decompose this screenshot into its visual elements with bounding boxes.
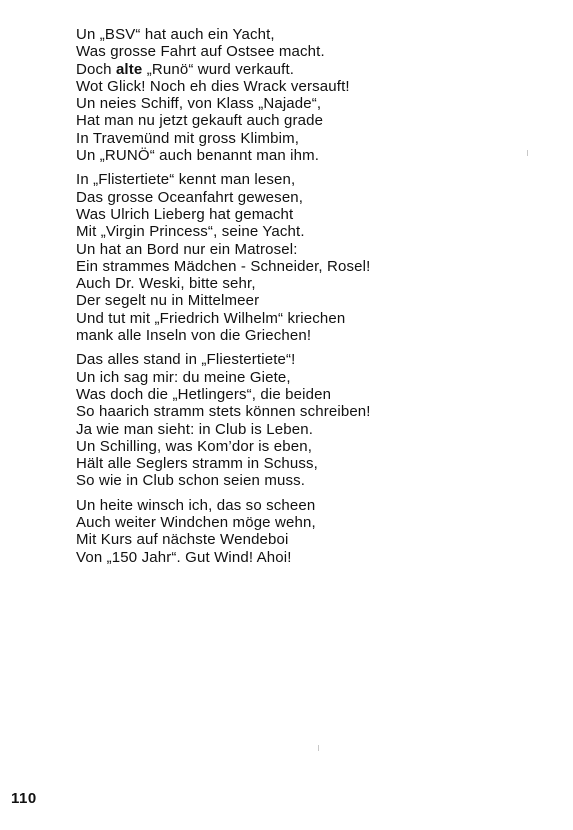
poem-line: Das alles stand in „Fliestertiete“! (76, 351, 296, 369)
page-number: 110 (11, 790, 37, 807)
stanza (76, 26, 546, 164)
stanza (76, 351, 546, 489)
poem-line: Un Schilling, was Kom’dor is eben, (76, 437, 313, 455)
poem-line: Was grosse Fahrt auf Ostsee macht. (76, 43, 325, 61)
stanza (76, 171, 546, 344)
poem-line: Un „RUNÖ“ auch benannt man ihm. (76, 147, 320, 165)
poem-line: mank alle Inseln von die Griechen! (76, 327, 312, 345)
poem-line: Mit Kurs auf nächste Wendeboi (76, 531, 289, 549)
line-segment: Doch (76, 60, 116, 78)
poem-line: Ja wie man sieht: in Club is Leben. (76, 420, 314, 438)
bold-word: alte (115, 60, 143, 78)
poem-line: Und tut mit „Friedrich Wilhelm“ kriechen (76, 309, 346, 327)
poem-line: Auch Dr. Weski, bitte sehr, (76, 275, 256, 293)
scan-speck (527, 150, 528, 156)
poem-line: Un hat an Bord nur ein Matrosel: (76, 240, 298, 258)
poem-line: Un ich sag mir: du meine Giete, (76, 368, 291, 386)
poem-line (76, 61, 546, 78)
poem-line: Un „BSV“ hat auch ein Yacht, (76, 26, 275, 43)
line-segment: „Runö“ wurd verkauft. (142, 60, 295, 78)
poem-text (76, 26, 546, 573)
poem-line: Wot Glick! Noch eh dies Wrack versauft! (76, 77, 350, 95)
poem-line: Von „150 Jahr“. Gut Wind! Ahoi! (76, 548, 292, 566)
poem-line: Un neies Schiff, von Klass „Najade“, (76, 95, 322, 113)
poem-line: Was Ulrich Lieberg hat gemacht (76, 205, 294, 223)
poem-line: In „Flistertiete“ kennt man lesen, (76, 171, 296, 189)
poem-line: Ein strammes Mädchen - Schneider, Rosel! (76, 257, 371, 275)
poem-line: Mit „Virgin Princess“, seine Yacht. (76, 223, 305, 241)
poem-line: Was doch die „Hetlingers“, die beiden (76, 385, 332, 403)
poem-line: Das grosse Oceanfahrt gewesen, (76, 188, 304, 206)
poem-line: Un heite winsch ich, das so scheen (76, 496, 316, 514)
poem-line: Der segelt nu in Mittelmeer (76, 292, 260, 310)
poem-line: So haarich stramm stets können schreiben! (76, 403, 371, 421)
poem-line: Hat man nu jetzt gekauft auch grade (76, 112, 324, 130)
poem-line: In Travemünd mit gross Klimbim, (76, 129, 300, 147)
scan-speck (318, 745, 319, 751)
poem-line: So wie in Club schon seien muss. (76, 472, 306, 490)
poem-line: Auch weiter Windchen möge wehn, (76, 514, 316, 532)
poem-line: Hält alle Seglers stramm in Schuss, (76, 455, 318, 473)
stanza (76, 497, 546, 566)
